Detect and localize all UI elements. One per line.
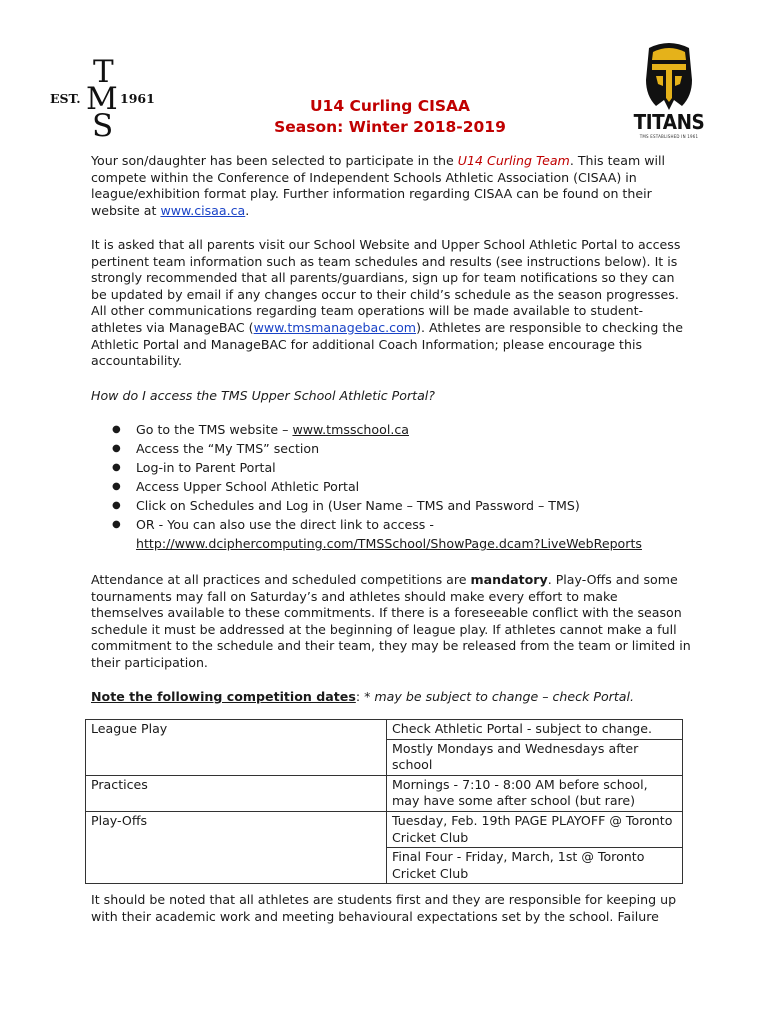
note-line	[91, 689, 691, 706]
note-italic: * may be subject to change – check Portal.	[364, 689, 635, 704]
attendance-paragraph	[91, 572, 691, 672]
event-cell: Practices	[86, 775, 387, 811]
details-cell: Mornings - 7:10 - 8:00 AM before school, may have some after school (but rare)	[387, 775, 683, 811]
bullet-icon: ●	[112, 443, 121, 454]
list-item	[108, 515, 688, 553]
intro-paragraph	[91, 153, 691, 219]
bullet-icon: ●	[112, 424, 121, 435]
intro-text-1: Your son/daughter has been selected to participate in the	[91, 153, 458, 168]
mandatory-word: mandatory	[470, 572, 548, 587]
title-line: U14 Curling CISAA	[309, 97, 471, 115]
attendance-text-2: . Play-Offs and some tournaments may fall on Saturday’s and athletes should make every effort to make themselves available to these commitments. If there is a foreseeable conflict with the season schedule it must be addressed at the beginning of league play. If athletes cannot make a full commitment to the schedule and their team, they may be released from the team or limited in their participation.	[91, 572, 691, 670]
intro-text-3: .	[245, 202, 250, 218]
portal-text-1: It is asked that all parents visit our School Website and Upper School Athletic Portal to access pertinent team information such as team schedules and results (see instructions below). It is strongly recommended that all parents/guardians, sign up for team notifications so they can be updated by email if any changes occur to their child’s schedule as the season progresses. All other communications regarding team operations will be made available to student-athletes via ManageBAC (	[91, 237, 681, 335]
list-item	[108, 420, 688, 439]
logo-letter-m: M	[86, 81, 118, 117]
list-item	[108, 477, 688, 496]
details-cell: Final Four - Friday, March, 1st @ Toronto Cricket Club	[387, 848, 683, 884]
table-row	[86, 775, 683, 811]
step-text: Access Upper School Athletic Portal	[136, 479, 360, 494]
season-line: Season: Winter 2018-2019	[274, 118, 506, 136]
bullet-icon: ●	[112, 519, 121, 530]
note-colon: :	[355, 689, 365, 704]
logo-year: 1961	[120, 91, 155, 106]
event-cell: League Play	[86, 720, 387, 776]
bullet-icon: ●	[112, 462, 121, 473]
logo-letter-t: T	[93, 54, 114, 90]
table-row	[86, 720, 683, 740]
portal-question: How do I access the TMS Upper School Athletic Portal?	[91, 388, 435, 403]
step-text: Go to the TMS website –	[136, 422, 293, 437]
titans-helmet-icon	[626, 40, 712, 112]
list-item	[108, 458, 688, 477]
closing-paragraph: It should be noted that all athletes are students first and they are responsible for keeping up with their academic work and meeting behavioural expectations set by the school. Failure	[91, 892, 677, 924]
details-cell: Check Athletic Portal - subject to change.	[387, 720, 683, 740]
competition-dates-table	[85, 719, 683, 884]
direct-portal-link[interactable]: http://www.dciphercomputing.com/TMSSchool/ShowPage.dcam?LiveWebReports	[136, 536, 642, 551]
page-title	[200, 96, 580, 138]
logo-letter-s: S	[92, 108, 114, 144]
step-text: Log-in to Parent Portal	[136, 460, 276, 475]
portal-text-2: ). Athletes are responsible to checking the Athletic Portal and ManageBAC for additional Coach Information; please encourage this accountability.	[91, 319, 684, 369]
bullet-icon: ●	[112, 500, 121, 511]
event-cell: Play-Offs	[86, 811, 387, 883]
team-name: U14 Curling Team	[457, 153, 570, 168]
titans-logo	[626, 40, 712, 144]
portal-paragraph	[91, 237, 691, 370]
tms-logo	[50, 54, 162, 144]
step-text: OR - You can also use the direct link to access -	[136, 517, 434, 532]
titans-wordmark: TITANS	[633, 110, 705, 134]
tms-website-link[interactable]: www.tmsschool.ca	[292, 422, 409, 437]
list-item	[108, 496, 688, 515]
bullet-icon: ●	[112, 481, 121, 492]
step-text: Access the “My TMS” section	[136, 441, 320, 456]
cisaa-link[interactable]: www.cisaa.ca	[160, 202, 246, 218]
details-cell: Mostly Mondays and Wednesdays after school	[387, 739, 683, 775]
list-item	[108, 439, 688, 458]
logo-est: EST.	[50, 91, 81, 106]
note-label: Note the following competition dates	[91, 689, 356, 704]
details-cell: Tuesday, Feb. 19th PAGE PLAYOFF @ Toronto Cricket Club	[387, 811, 683, 847]
table-row	[86, 811, 683, 847]
portal-steps-list	[108, 420, 688, 553]
attendance-text-1: Attendance at all practices and scheduled competitions are	[91, 572, 471, 587]
step-text: Click on Schedules and Log in (User Name – TMS and Password – TMS)	[136, 498, 580, 513]
intro-text-2: . This team will compete within the Conference of Independent Schools Athletic Association (CISAA) in league/exhibition format play. Further information regarding CISAA can be found on their website at	[91, 153, 666, 218]
titans-tagline: TMS ESTABLISHED IN 1961	[639, 134, 699, 139]
managebac-link[interactable]: www.tmsmanagebac.com	[253, 319, 417, 335]
